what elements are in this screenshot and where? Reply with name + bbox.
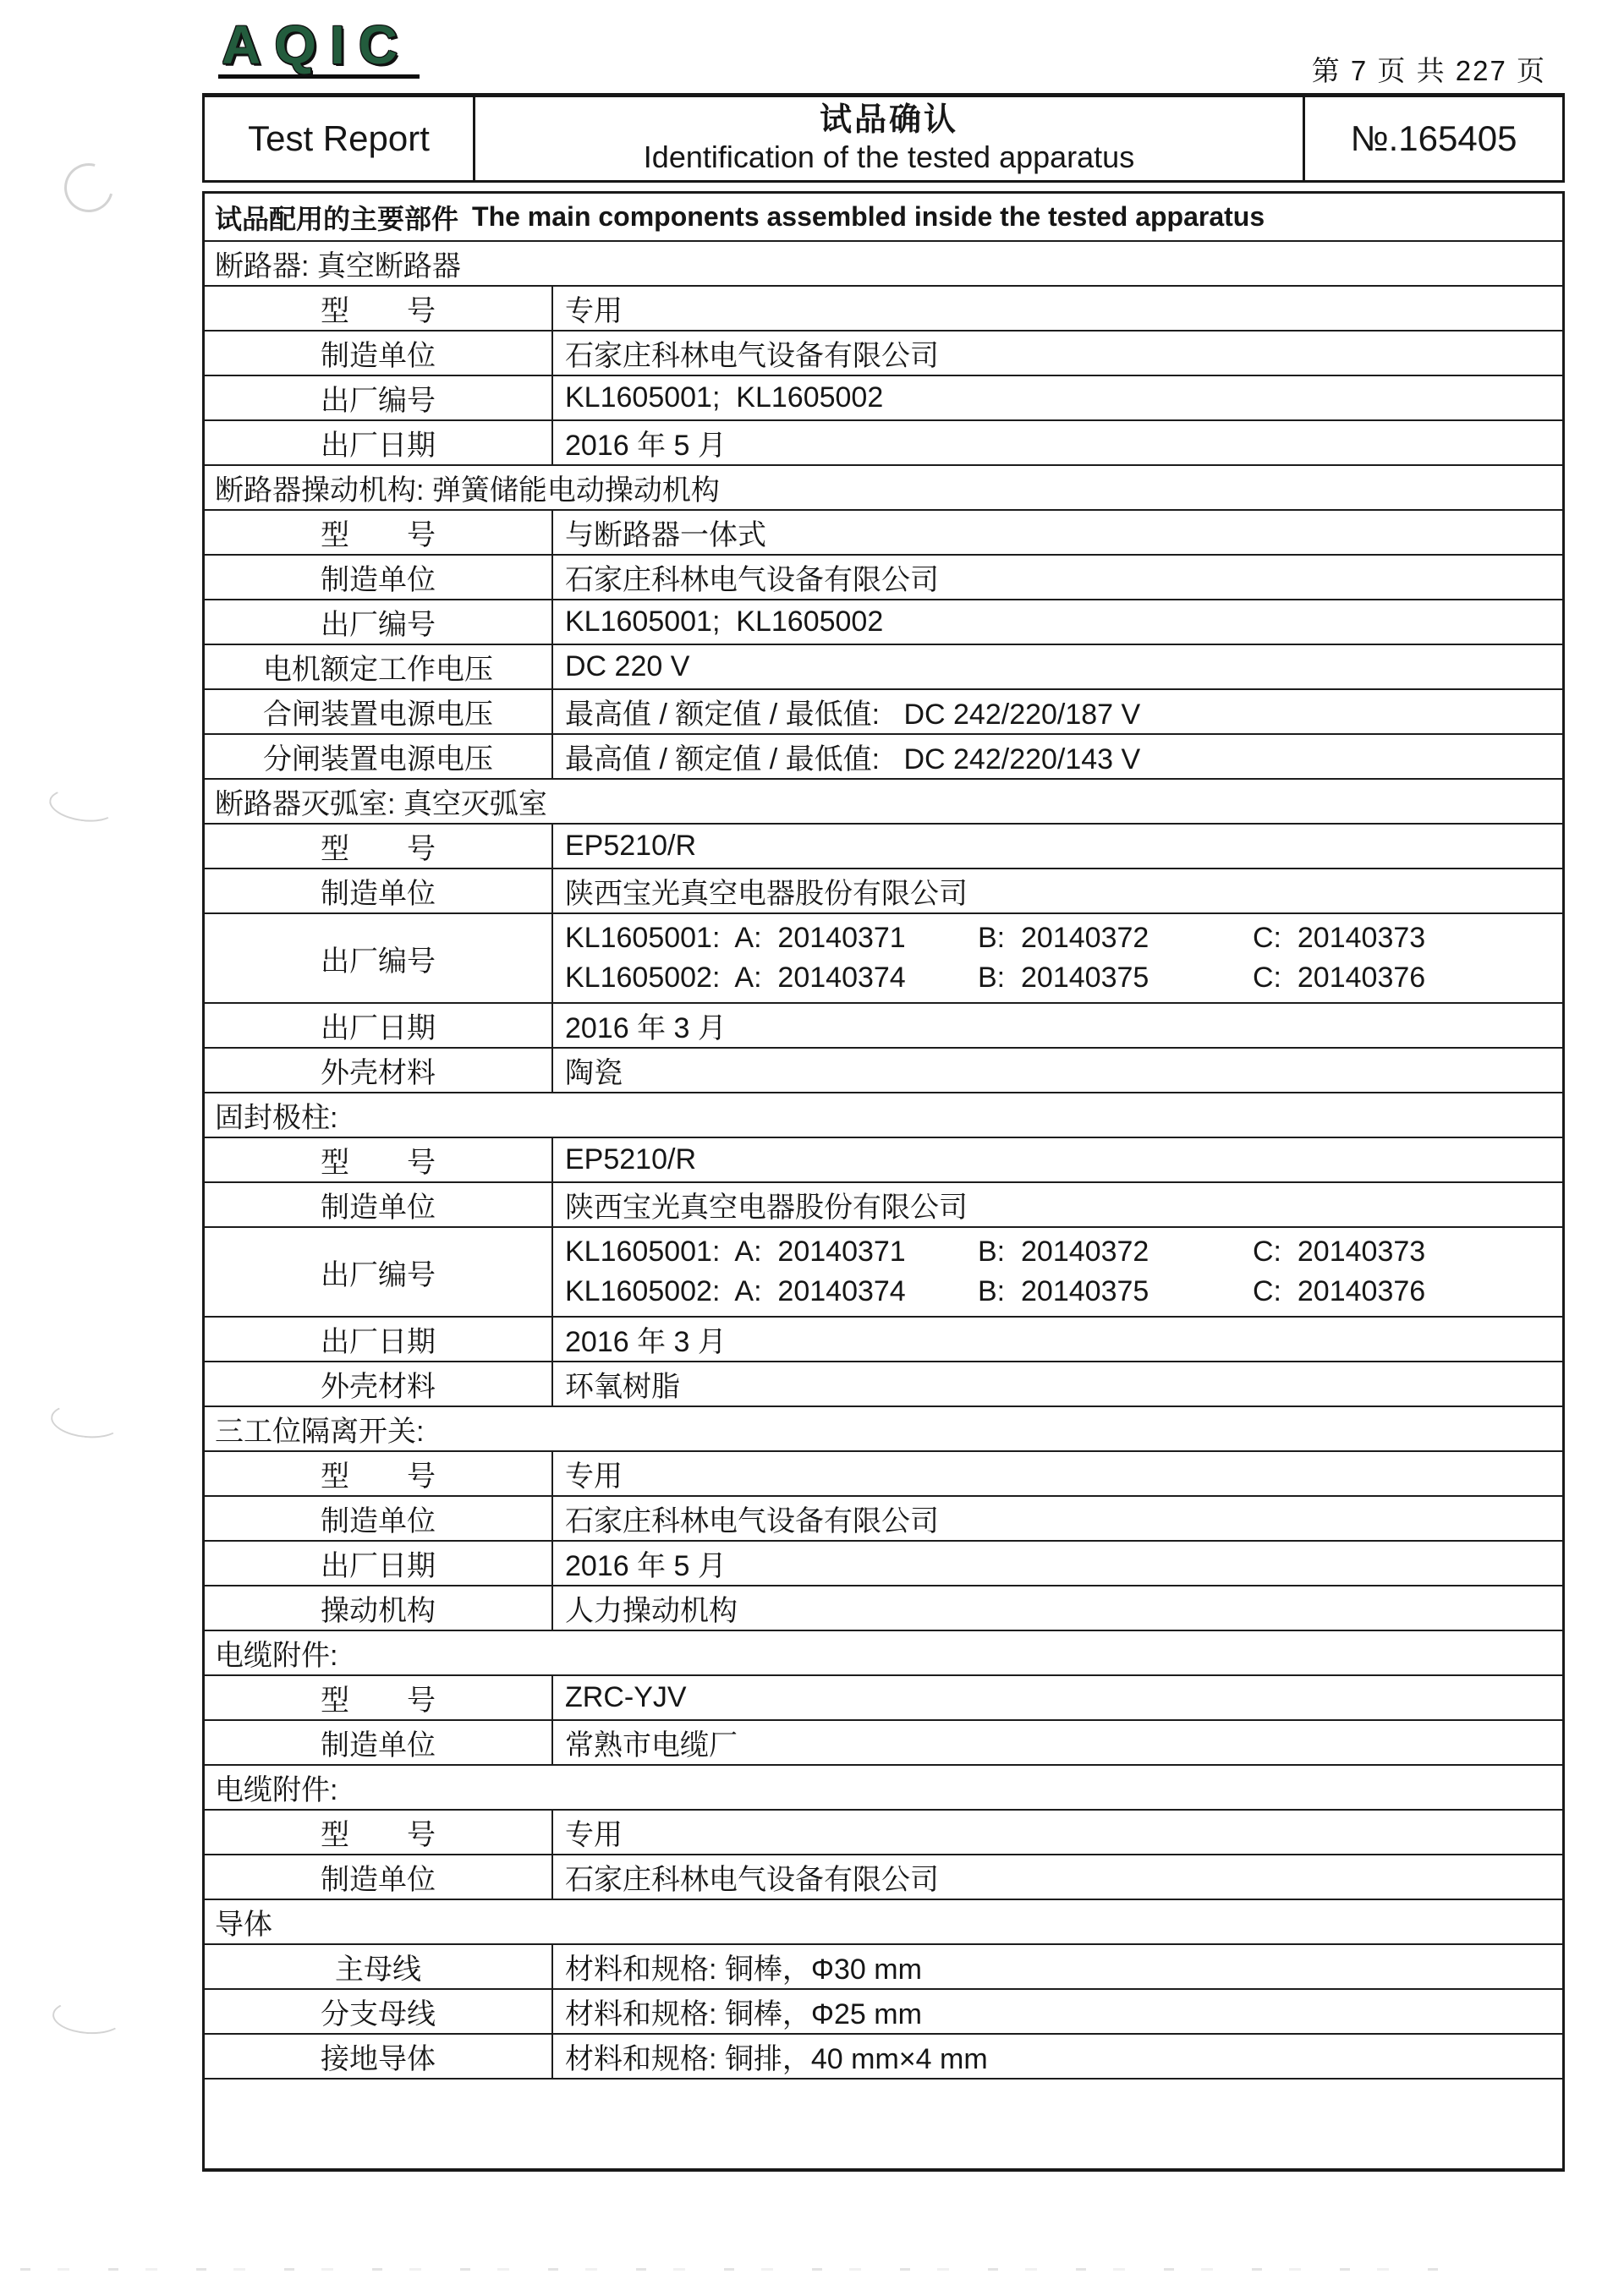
key-cell: 分闸装置电源电压 bbox=[205, 735, 553, 778]
section-label: 固封极柱: bbox=[215, 1102, 338, 1134]
value-cell: 专用 bbox=[565, 295, 623, 327]
components-table bbox=[202, 191, 1565, 2172]
table-row-kv bbox=[205, 1047, 1562, 1092]
table-row-kv bbox=[205, 1809, 1562, 1854]
table-row-kv bbox=[205, 1719, 1562, 1764]
scan-noise-line bbox=[20, 2268, 1441, 2271]
page-number: 第 7 页 共 227 页 bbox=[1311, 55, 1546, 86]
key-cell: 出厂编号 bbox=[205, 600, 553, 644]
table-row-section bbox=[205, 778, 1562, 823]
value-cell: 2016 年 3 月 bbox=[565, 1326, 727, 1358]
key-cell: 制造单位 bbox=[205, 332, 553, 375]
table-row-filler bbox=[205, 2078, 1562, 2168]
value-cell: 陕西宝光真空电器股份有限公司 bbox=[565, 878, 968, 910]
section-label: 三工位隔离开关: bbox=[215, 1416, 425, 1448]
table-row-kv bbox=[205, 868, 1562, 912]
value-cell: 石家庄科林电气设备有限公司 bbox=[565, 340, 939, 372]
value-cell bbox=[553, 914, 1562, 1002]
value-cell bbox=[553, 1228, 1562, 1316]
report-title-cell bbox=[475, 97, 1303, 180]
table-row-section bbox=[205, 240, 1562, 285]
value-cell: 石家庄科林电气设备有限公司 bbox=[565, 1864, 939, 1896]
value-cell: 2016 年 3 月 bbox=[565, 1012, 727, 1044]
table-row-kv bbox=[205, 285, 1562, 330]
key-cell: 出厂日期 bbox=[205, 1318, 553, 1361]
table-row-kv bbox=[205, 1988, 1562, 2033]
key-cell: 主母线 bbox=[205, 1945, 553, 1988]
key-cell: 出厂编号 bbox=[205, 1228, 553, 1316]
key-cell: 分支母线 bbox=[205, 1990, 553, 2033]
table-row-section bbox=[205, 1630, 1562, 1674]
key-cell: 外壳材料 bbox=[205, 1049, 553, 1092]
key-cell: 合闸装置电源电压 bbox=[205, 690, 553, 733]
value-cell: KL1605001; KL1605002 bbox=[565, 381, 884, 414]
key-cell: 型 号 bbox=[205, 1452, 553, 1495]
section-label: 电缆附件: bbox=[215, 1640, 338, 1672]
table-row-header bbox=[205, 194, 1562, 240]
value-cell: 2016 年 5 月 bbox=[565, 1550, 727, 1582]
serial-part: KL1605001: A: 20140371 bbox=[565, 1235, 906, 1268]
key-cell: 型 号 bbox=[205, 511, 553, 554]
key-cell: 出厂编号 bbox=[205, 376, 553, 419]
key-cell: 出厂日期 bbox=[205, 1542, 553, 1585]
serial-part: B: 20140375 bbox=[978, 962, 1149, 995]
value-cell: 专用 bbox=[565, 1819, 623, 1851]
key-cell: 制造单位 bbox=[205, 869, 553, 912]
table-row-kv bbox=[205, 554, 1562, 599]
punch-hole-mark bbox=[49, 1400, 123, 1442]
report-number: №.165405 bbox=[1303, 97, 1562, 180]
key-cell: 制造单位 bbox=[205, 1183, 553, 1226]
table-row-kv bbox=[205, 1137, 1562, 1181]
serial-part: C: 20140373 bbox=[1253, 1235, 1426, 1268]
serial-line bbox=[565, 922, 1562, 955]
serial-part: B: 20140372 bbox=[978, 1235, 1149, 1268]
table-row-kv bbox=[205, 1495, 1562, 1540]
table-row-kv bbox=[205, 419, 1562, 464]
table-row-kv bbox=[205, 509, 1562, 554]
key-cell: 制造单位 bbox=[205, 1855, 553, 1899]
key-cell: 操动机构 bbox=[205, 1586, 553, 1630]
table-row-kv bbox=[205, 1674, 1562, 1719]
table-row-kv bbox=[205, 1854, 1562, 1899]
table-row-section bbox=[205, 1899, 1562, 1943]
key-cell: 型 号 bbox=[205, 287, 553, 330]
value-cell: 石家庄科林电气设备有限公司 bbox=[565, 1505, 939, 1537]
table-row-kv bbox=[205, 1540, 1562, 1585]
serial-line bbox=[565, 962, 1562, 995]
table-row-kv bbox=[205, 1585, 1562, 1630]
table-row-kv bbox=[205, 1361, 1562, 1406]
table-row-kv bbox=[205, 375, 1562, 419]
value-cell: EP5210/R bbox=[565, 830, 696, 862]
value-cell: 材料和规格: 铜棒，Φ30 mm bbox=[565, 1954, 922, 1986]
serial-part: KL1605002: A: 20140374 bbox=[565, 962, 906, 995]
key-cell: 出厂日期 bbox=[205, 1004, 553, 1047]
value-cell: 环氧树脂 bbox=[565, 1371, 680, 1403]
key-cell: 电机额定工作电压 bbox=[205, 645, 553, 688]
serial-line bbox=[565, 1236, 1562, 1269]
report-title-en: Identification of the tested apparatus bbox=[643, 140, 1135, 175]
key-cell: 型 号 bbox=[205, 825, 553, 868]
value-cell: 2016 年 5 月 bbox=[565, 430, 727, 462]
value-cell: 材料和规格: 铜棒，Φ25 mm bbox=[565, 1998, 922, 2030]
value-cell: 石家庄科林电气设备有限公司 bbox=[565, 564, 939, 596]
table-row-kv bbox=[205, 823, 1562, 868]
table-row-kv bbox=[205, 2033, 1562, 2078]
key-cell: 制造单位 bbox=[205, 1497, 553, 1540]
value-cell: 专用 bbox=[565, 1460, 623, 1493]
value-cell: 人力操动机构 bbox=[565, 1595, 738, 1627]
key-cell: 制造单位 bbox=[205, 1721, 553, 1764]
serial-part: B: 20140375 bbox=[978, 1275, 1149, 1308]
table-row-kv bbox=[205, 599, 1562, 644]
value-cell: 材料和规格: 铜排，40 mm×4 mm bbox=[565, 2043, 988, 2075]
punch-hole-mark bbox=[52, 1997, 125, 2036]
section-label: 断路器: 真空断路器 bbox=[215, 250, 461, 282]
value-cell: EP5210/R bbox=[565, 1143, 696, 1175]
table-row-kv2 bbox=[205, 1226, 1562, 1316]
value-cell: 陕西宝光真空电器股份有限公司 bbox=[565, 1192, 968, 1224]
section-label: 电缆附件: bbox=[215, 1774, 338, 1806]
key-cell: 型 号 bbox=[205, 1811, 553, 1854]
punch-hole-mark bbox=[47, 785, 119, 826]
table-row-kv bbox=[205, 1181, 1562, 1226]
value-cell: 常熟市电缆厂 bbox=[565, 1729, 738, 1762]
table-row-kv bbox=[205, 1943, 1562, 1988]
serial-part: C: 20140376 bbox=[1253, 962, 1426, 995]
value-cell: ZRC-YJV bbox=[565, 1681, 687, 1713]
key-cell: 出厂编号 bbox=[205, 914, 553, 1002]
value-cell: KL1605001; KL1605002 bbox=[565, 606, 884, 638]
section-label: 导体 bbox=[215, 1909, 272, 1941]
table-row-section bbox=[205, 1406, 1562, 1450]
table-row-kv bbox=[205, 688, 1562, 733]
serial-part: KL1605001: A: 20140371 bbox=[565, 921, 906, 954]
value-cell: 陶瓷 bbox=[565, 1057, 623, 1089]
key-cell: 型 号 bbox=[205, 1138, 553, 1181]
serial-part: KL1605002: A: 20140374 bbox=[565, 1275, 906, 1308]
table-row-kv2 bbox=[205, 912, 1562, 1002]
serial-part: C: 20140376 bbox=[1253, 1275, 1426, 1308]
key-cell: 外壳材料 bbox=[205, 1362, 553, 1406]
value-cell: DC 220 V bbox=[565, 650, 690, 682]
key-cell: 接地导体 bbox=[205, 2035, 553, 2078]
report-header-table bbox=[202, 93, 1565, 183]
table-row-section bbox=[205, 464, 1562, 509]
key-cell: 型 号 bbox=[205, 1676, 553, 1719]
value-cell: 最高值 / 额定值 / 最低值: DC 242/220/143 V bbox=[565, 743, 1141, 775]
key-cell: 制造单位 bbox=[205, 556, 553, 599]
value-cell: 与断路器一体式 bbox=[565, 519, 766, 551]
table-row-kv bbox=[205, 733, 1562, 778]
section-label: 断路器操动机构: 弹簧储能电动操动机构 bbox=[215, 474, 720, 507]
table-row-section bbox=[205, 1764, 1562, 1809]
components-title-zh: 试品配用的主要部件 bbox=[215, 203, 459, 234]
components-title-en: The main components assembled inside the tested apparatus bbox=[472, 201, 1265, 232]
table-row-kv bbox=[205, 644, 1562, 688]
section-label: 断路器灭弧室: 真空灭弧室 bbox=[215, 788, 547, 820]
key-cell: 出厂日期 bbox=[205, 421, 553, 464]
aqic-logo: AQIC bbox=[218, 17, 420, 79]
value-cell: 最高值 / 额定值 / 最低值: DC 242/220/187 V bbox=[565, 699, 1141, 731]
test-report-label: Test Report bbox=[205, 97, 475, 180]
punch-hole-mark bbox=[55, 154, 122, 221]
table-row-kv bbox=[205, 1450, 1562, 1495]
serial-part: B: 20140372 bbox=[978, 921, 1149, 954]
report-title-zh: 试品确认 bbox=[819, 102, 958, 139]
table-row-kv bbox=[205, 330, 1562, 375]
table-row-kv bbox=[205, 1002, 1562, 1047]
table-row-kv bbox=[205, 1316, 1562, 1361]
serial-part: C: 20140373 bbox=[1253, 921, 1426, 954]
serial-line bbox=[565, 1275, 1562, 1308]
table-row-section bbox=[205, 1092, 1562, 1137]
